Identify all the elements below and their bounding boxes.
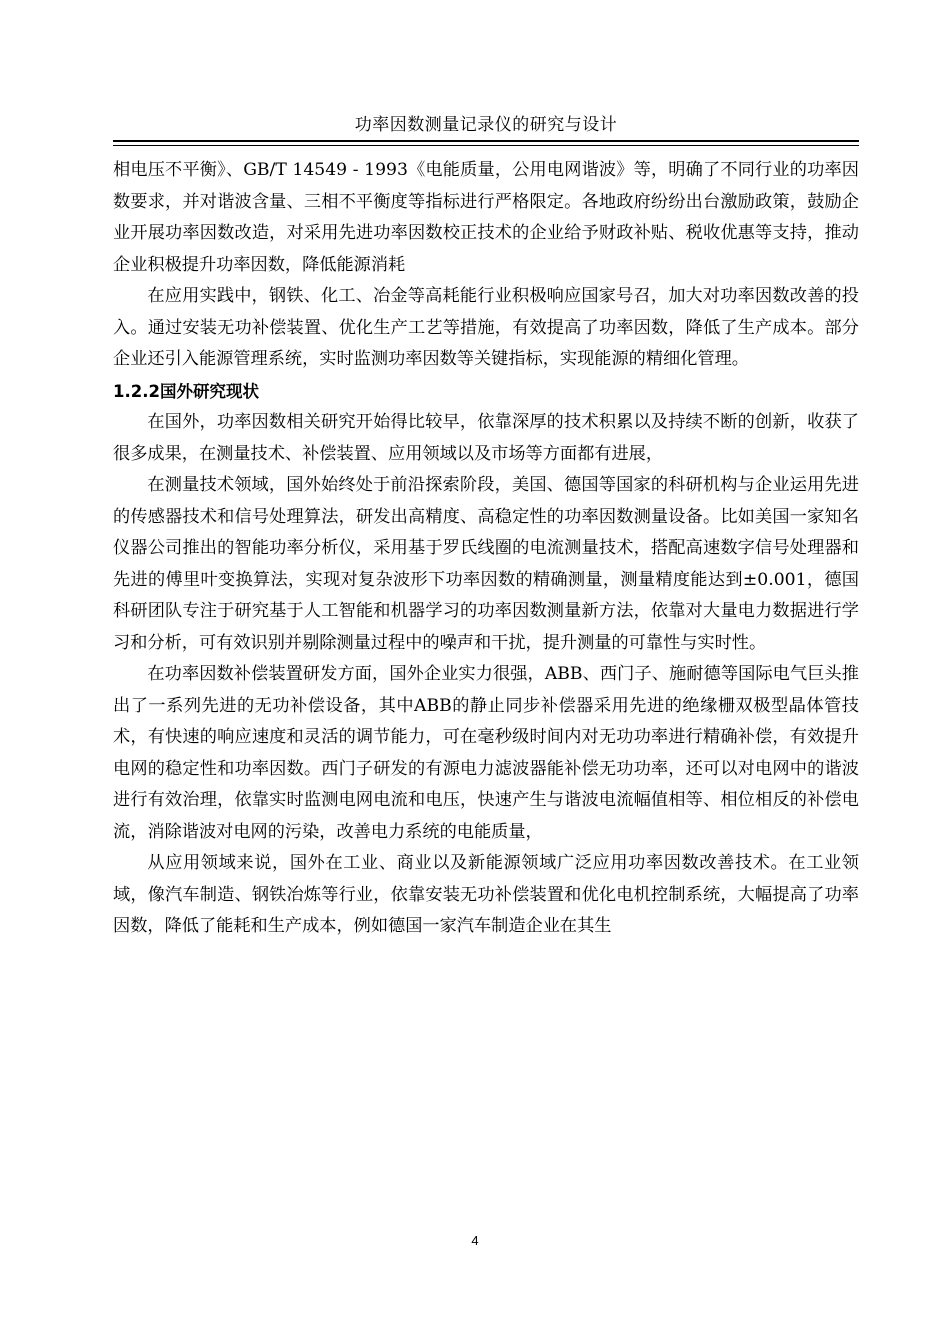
header-rule-thin [113,145,859,146]
paragraph-measurement-tech: 在测量技术领域，国外始终处于前沿探索阶段，美国、德国等国家的科研机构与企业运用先进的传感器技术和信号处理算法，研发出高精度、高稳定性的功率因数测量设备。比如美国一家知名仪器公司推出的智能功率分析仪，采用基于罗氏线圈的电流测量技术，搭配高速数字信号处理器和先进的傅里叶变换算法，实现对复杂波形下功率因数的精确测量，测量精度能达到±0.001，德国科研团队专注于研究基于人工智能和机器学习的功率因数测量新方法，依靠对大量电力数据进行学习和分析，可有效识别并剔除测量过程中的噪声和干扰，提升测量的可靠性与实时性。 [113,475,859,653]
paragraph-continued: 相电压不平衡》、GB/T 14549 - 1993《电能质量，公用电网谐波》等，明确了不同行业的功率因数要求，并对谐波含量、三相不平衡度等指标进行严格限定。各地政府纷纷出台激励政策，鼓励企业开展功率因数改造，对采用先进功率因数校正技术的企业给予财政补贴、税收优惠等支持，推动企业积极提升功率因数，降低能源消耗 [113,160,859,275]
body-text [113,155,859,943]
paragraph-application-fields: 从应用领域来说，国外在工业、商业以及新能源领域广泛应用功率因数改善技术。在工业领域，像汽车制造、钢铁冶炼等行业，依靠安装无功补偿装置和优化电机控制系统，大幅提高了功率因数，降低了能耗和生产成本，例如德国一家汽车制造企业在其生 [113,853,859,936]
page-number: 4 [471,1233,479,1248]
section-heading: 1.2.2国外研究现状 [113,381,259,401]
paragraph-foreign-overview: 在国外，功率因数相关研究开始得比较早，依靠深厚的技术积累以及持续不断的创新，收获了很多成果，在测量技术、补偿装置、应用领域以及市场等方面都有进展， [113,412,859,464]
paragraph-domestic-practice: 在应用实践中，钢铁、化工、冶金等高耗能行业积极响应国家号召，加大对功率因数改善的投入。通过安装无功补偿装置、优化生产工艺等措施，有效提高了功率因数，降低了生产成本。部分企业还引入能源管理系统，实时监测功率因数等关键指标，实现能源的精细化管理。 [113,286,859,369]
paragraph-compensation-devices: 在功率因数补偿装置研发方面，国外企业实力很强，ABB、西门子、施耐德等国际电气巨头推出了一系列先进的无功补偿设备，其中ABB的静止同步补偿器采用先进的绝缘栅双极型晶体管技术，有快速的响应速度和灵活的调节能力，可在毫秒级时间内对无功功率进行精确补偿，有效提升电网的稳定性和功率因数。西门子研发的有源电力滤波器能补偿无功功率，还可以对电网中的谐波进行有效治理，依靠实时监测电网电流和电压，快速产生与谐波电流幅值相等、相位相反的补偿电流，消除谐波对电网的污染，改善电力系统的电能质量， [113,664,859,842]
header-rule-thick [113,140,859,142]
running-header-title: 功率因数测量记录仪的研究与设计 [354,115,618,135]
